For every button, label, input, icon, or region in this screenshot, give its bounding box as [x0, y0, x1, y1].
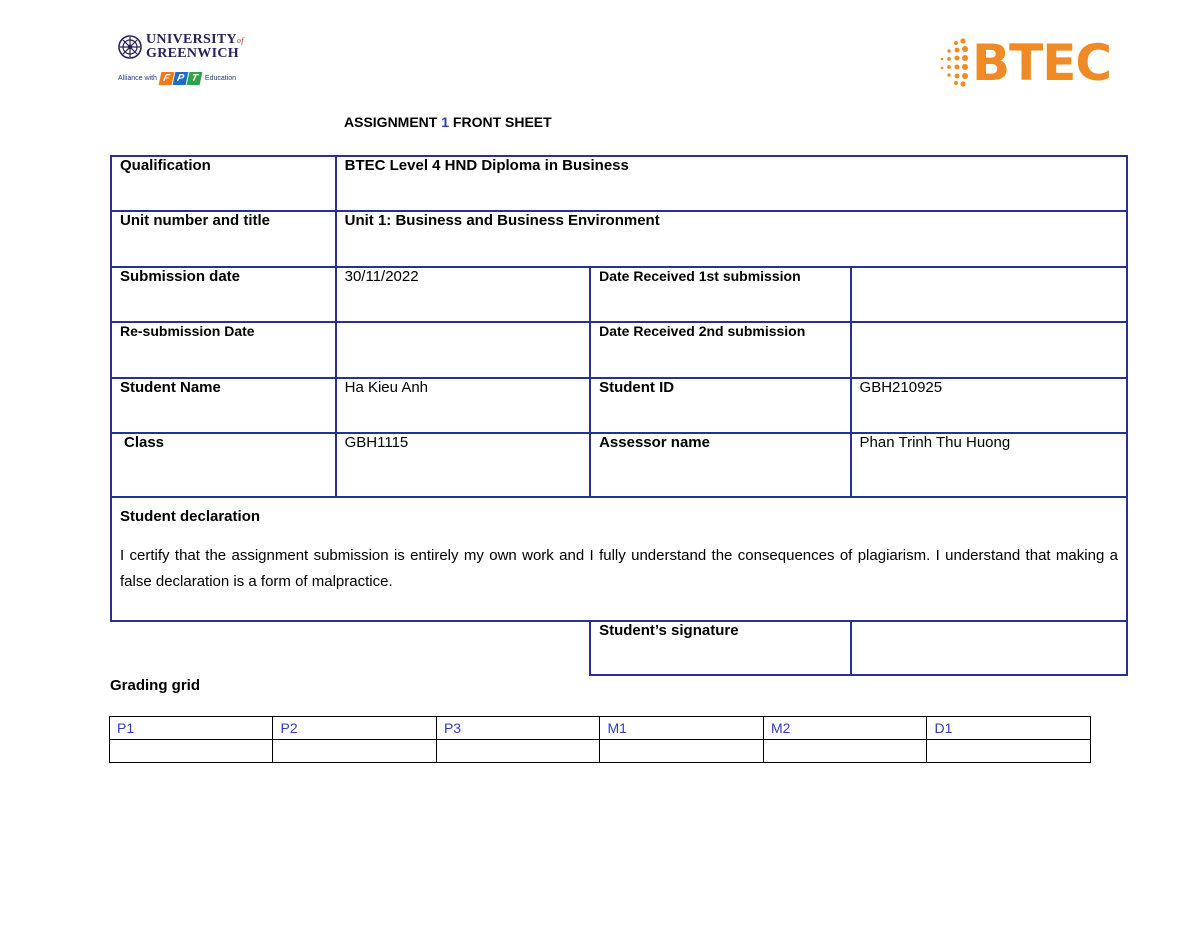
- greenwich-crest-icon: [118, 35, 142, 59]
- grade-header: M1: [600, 717, 764, 740]
- university-name-line2: GREENWICH: [146, 46, 239, 61]
- university-name-line1: UNIVERSITY: [146, 32, 237, 47]
- grade-cell: [763, 740, 927, 763]
- grade-header: P2: [273, 717, 436, 740]
- university-of-greenwich-logo: [118, 33, 244, 95]
- declaration-cell: [111, 497, 1127, 621]
- student-name-value: Ha Kieu Anh: [336, 378, 590, 433]
- unit-value: Unit 1: Business and Business Environment: [336, 211, 1127, 267]
- submission-date-label: Submission date: [111, 267, 336, 322]
- qualification-value: BTEC Level 4 HND Diploma in Business: [336, 156, 1127, 211]
- student-id-value: GBH210925: [851, 378, 1127, 433]
- fpt-letter-p: P: [173, 72, 189, 85]
- class-label: Class: [111, 433, 336, 497]
- student-id-label: Student ID: [590, 378, 850, 433]
- assessor-name-value: Phan Trinh Thu Huong: [851, 433, 1127, 497]
- fpt-alliance-logo: [118, 72, 244, 85]
- resubmission-date-value: [336, 322, 590, 378]
- btec-wordmark: BTEC: [972, 34, 1112, 92]
- date-received-2-label: Date Received 2nd submission: [590, 322, 850, 378]
- alliance-prefix: Alliance with: [118, 75, 157, 82]
- fpt-letter-t: T: [187, 72, 203, 85]
- qualification-row: [111, 156, 1127, 211]
- btec-dots-icon: [936, 37, 970, 89]
- assignment-number: 1: [441, 114, 450, 130]
- date-received-1-value: [851, 267, 1127, 322]
- signature-value: [851, 621, 1127, 675]
- submission-row: [111, 267, 1127, 322]
- fpt-letter-f: F: [159, 72, 175, 85]
- grade-cell: [600, 740, 764, 763]
- qualification-label: Qualification: [111, 156, 336, 211]
- class-row: [111, 433, 1127, 497]
- grade-header: P1: [110, 717, 273, 740]
- grading-grid: [109, 716, 1091, 763]
- grade-cell: [110, 740, 273, 763]
- declaration-heading: Student declaration: [120, 508, 261, 525]
- unit-label: Unit number and title: [111, 211, 336, 267]
- date-received-1-label: Date Received 1st submission: [590, 267, 850, 322]
- title-prefix: ASSIGNMENT: [344, 114, 442, 130]
- assessor-name-label: Assessor name: [590, 433, 850, 497]
- grading-header-row: [110, 717, 1091, 740]
- signature-label: Student’s signature: [590, 621, 850, 675]
- declaration-row: [111, 497, 1127, 621]
- resubmission-row: [111, 322, 1127, 378]
- grade-cell: [436, 740, 599, 763]
- grade-header: P3: [436, 717, 599, 740]
- grade-cell: [927, 740, 1091, 763]
- submission-date-value: 30/11/2022: [336, 267, 590, 322]
- signature-row: [111, 621, 1127, 675]
- grade-header: D1: [927, 717, 1091, 740]
- fpt-logo-icon: [160, 72, 202, 85]
- resubmission-date-label: Re-submission Date: [111, 322, 336, 378]
- title-suffix: FRONT SHEET: [449, 114, 552, 130]
- page-title: [344, 114, 552, 130]
- grade-header: M2: [763, 717, 927, 740]
- declaration-text: I certify that the assignment submission is entirely my own work and I fully understand the consequences of plagiarism. I understand that making a false declaration is a form of malpractice.: [120, 547, 1118, 590]
- unit-row: [111, 211, 1127, 267]
- student-row: [111, 378, 1127, 433]
- signature-spacer: [111, 621, 590, 675]
- btec-logo: [936, 34, 1122, 92]
- university-of: of: [236, 36, 244, 45]
- grading-value-row: [110, 740, 1091, 763]
- alliance-suffix: Education: [204, 75, 237, 82]
- class-value: GBH1115: [336, 433, 590, 497]
- front-sheet-table: [110, 155, 1128, 676]
- student-name-label: Student Name: [111, 378, 336, 433]
- grade-cell: [273, 740, 436, 763]
- grading-grid-label: Grading grid: [110, 677, 200, 694]
- date-received-2-value: [851, 322, 1127, 378]
